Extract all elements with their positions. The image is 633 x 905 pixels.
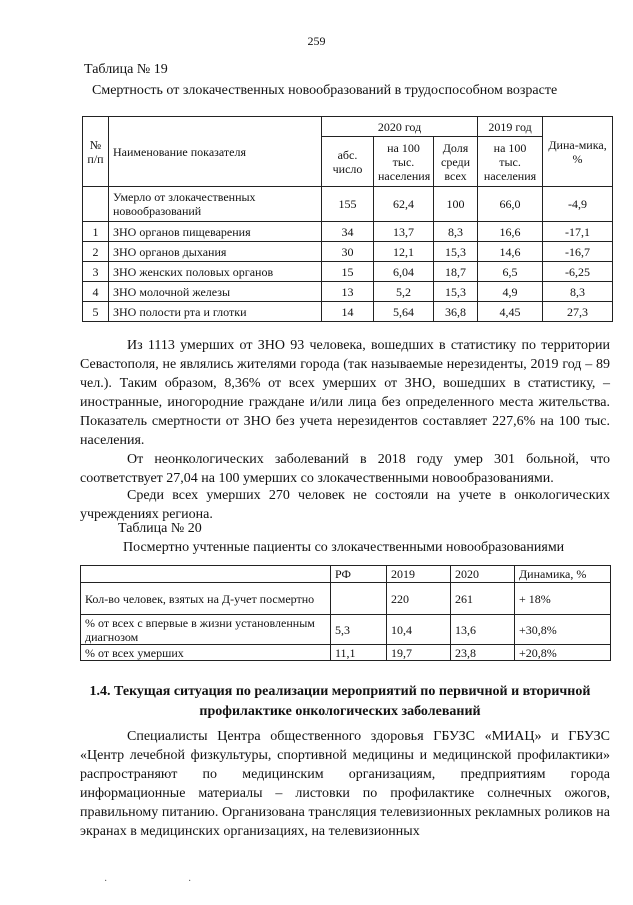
cell-dynamics: + 18% <box>515 583 611 615</box>
cell-share: 15,3 <box>434 242 478 262</box>
cell-2019: 19,7 <box>387 645 451 661</box>
cell-abs: 34 <box>322 222 374 242</box>
cell-dynamics: -17,1 <box>543 222 613 242</box>
cell-name: ЗНО молочной железы <box>109 282 322 302</box>
cell-share: 8,3 <box>434 222 478 242</box>
scan-mark: · <box>188 876 192 887</box>
cell-per100k: 5,2 <box>374 282 434 302</box>
cell-2019: 66,0 <box>478 187 543 222</box>
cell-2020: 13,6 <box>451 615 515 645</box>
cell-dynamics: +30,8% <box>515 615 611 645</box>
header-name: Наименование показателя <box>109 117 322 187</box>
cell-num: 4 <box>83 282 109 302</box>
cell-2019: 10,4 <box>387 615 451 645</box>
header-2019: 2019 <box>387 566 451 583</box>
header-per100k-2019: на 100 тыс. населения <box>478 137 543 187</box>
cell-dynamics: 27,3 <box>543 302 613 322</box>
cell-rf: 11,1 <box>331 645 387 661</box>
table-row <box>81 583 611 615</box>
cell-2020: 261 <box>451 583 515 615</box>
cell-share: 15,3 <box>434 282 478 302</box>
header-2020: 2020 <box>451 566 515 583</box>
table-row <box>83 262 613 282</box>
cell-per100k: 13,7 <box>374 222 434 242</box>
cell-abs: 155 <box>322 187 374 222</box>
table-row <box>81 645 611 661</box>
cell-num: 2 <box>83 242 109 262</box>
cell-share: 100 <box>434 187 478 222</box>
cell-2020: 23,8 <box>451 645 515 661</box>
cell-num <box>83 187 109 222</box>
header-per100k: на 100 тыс. населения <box>374 137 434 187</box>
table-row <box>81 615 611 645</box>
header-2020: 2020 год <box>322 117 478 137</box>
header-dynamics: Дина-мика, % <box>543 117 613 187</box>
table19-title: Смертность от злокачественных новообразований в трудоспособном возрасте <box>92 83 558 98</box>
header-share: Доля среди всех <box>434 137 478 187</box>
cell-per100k: 5,64 <box>374 302 434 322</box>
cell-rf <box>331 583 387 615</box>
cell-num: 5 <box>83 302 109 322</box>
cell-name: ЗНО органов дыхания <box>109 242 322 262</box>
header-rf: РФ <box>331 566 387 583</box>
cell-dynamics: 8,3 <box>543 282 613 302</box>
header-dynamics: Динамика, % <box>515 566 611 583</box>
cell-dynamics: -16,7 <box>543 242 613 262</box>
cell-abs: 14 <box>322 302 374 322</box>
table19-label: Таблица № 19 <box>84 62 168 77</box>
table-19 <box>82 116 613 322</box>
table-row <box>83 222 613 242</box>
table-row <box>83 242 613 262</box>
paragraph-2: От неонкологических заболеваний в 2018 году умер 301 больной, что соответствует 27,04 на 100 умерших со злокачественными новообразованиями. <box>80 452 610 486</box>
table-row <box>83 282 613 302</box>
cell-dynamics: +20,8% <box>515 645 611 661</box>
header-blank <box>81 566 331 583</box>
paragraph-3: Среди всех умерших 270 человек не состояли на учете в онкологических учреждениях региона. <box>80 488 610 522</box>
cell-2019: 6,5 <box>478 262 543 282</box>
cell-num: 3 <box>83 262 109 282</box>
cell-dynamics: -4,9 <box>543 187 613 222</box>
cell-share: 36,8 <box>434 302 478 322</box>
cell-dynamics: -6,25 <box>543 262 613 282</box>
scan-mark: · <box>104 876 108 887</box>
cell-name: ЗНО женских половых органов <box>109 262 322 282</box>
cell-per100k: 62,4 <box>374 187 434 222</box>
cell-share: 18,7 <box>434 262 478 282</box>
cell-name: Кол-во человек, взятых на Д-учет посмертно <box>81 583 331 615</box>
cell-name: % от всех с впервые в жизни установленным диагнозом <box>81 615 331 645</box>
cell-rf: 5,3 <box>331 615 387 645</box>
paragraph-4: Специалисты Центра общественного здоровья ГБУЗС «МИАЦ» и ГБУЗС «Центр лечебной физкультуры, спортивной медицины и медицинской профилактики» распространяют по медицинским организациям, предприятиям города информационные материалы – листовки по профилактике солнечных ожогов, правильному питанию. Организована трансляция телевизионных рекламных роликов на экранах в медицинских организациях, на телевизионных <box>80 729 610 839</box>
cell-abs: 30 <box>322 242 374 262</box>
cell-per100k: 6,04 <box>374 262 434 282</box>
cell-2019: 220 <box>387 583 451 615</box>
header-2019: 2019 год <box>478 117 543 137</box>
cell-num: 1 <box>83 222 109 242</box>
cell-name: ЗНО полости рта и глотки <box>109 302 322 322</box>
paragraph-1: Из 1113 умерших от ЗНО 93 человека, вошедших в статистику по территории Севастополя, не являлись жителями города (так называемые нерезиденты, 2019 год – 89 чел.). Таким образом, 8,36% от всех умерших от ЗНО, вошедших в статистику, – иностранные, иногородние граждане и/или лица без определенного места жительства. Показатель смертности от ЗНО без учета нерезидентов составляет 227,6% на 100 тыс. населения. <box>80 338 610 448</box>
cell-2019: 4,9 <box>478 282 543 302</box>
table-row <box>83 302 613 322</box>
cell-abs: 13 <box>322 282 374 302</box>
table20-label: Таблица № 20 <box>118 521 202 536</box>
cell-name: ЗНО органов пищеварения <box>109 222 322 242</box>
section-heading: 1.4. Текущая ситуация по реализации мероприятий по первичной и вторичной профилактике онкологических заболеваний <box>89 684 591 719</box>
cell-2019: 16,6 <box>478 222 543 242</box>
header-abs: абс. число <box>322 137 374 187</box>
cell-abs: 15 <box>322 262 374 282</box>
page-number: 259 <box>307 34 326 48</box>
cell-name: Умерло от злокачественных новообразований <box>109 187 322 222</box>
header-num: № п/п <box>83 117 109 187</box>
table-row <box>83 187 613 222</box>
cell-per100k: 12,1 <box>374 242 434 262</box>
cell-2019: 4,45 <box>478 302 543 322</box>
cell-name: % от всех умерших <box>81 645 331 661</box>
cell-2019: 14,6 <box>478 242 543 262</box>
table20-title: Посмертно учтенные пациенты со злокачественными новообразованиями <box>123 540 565 555</box>
table-20 <box>80 565 611 661</box>
